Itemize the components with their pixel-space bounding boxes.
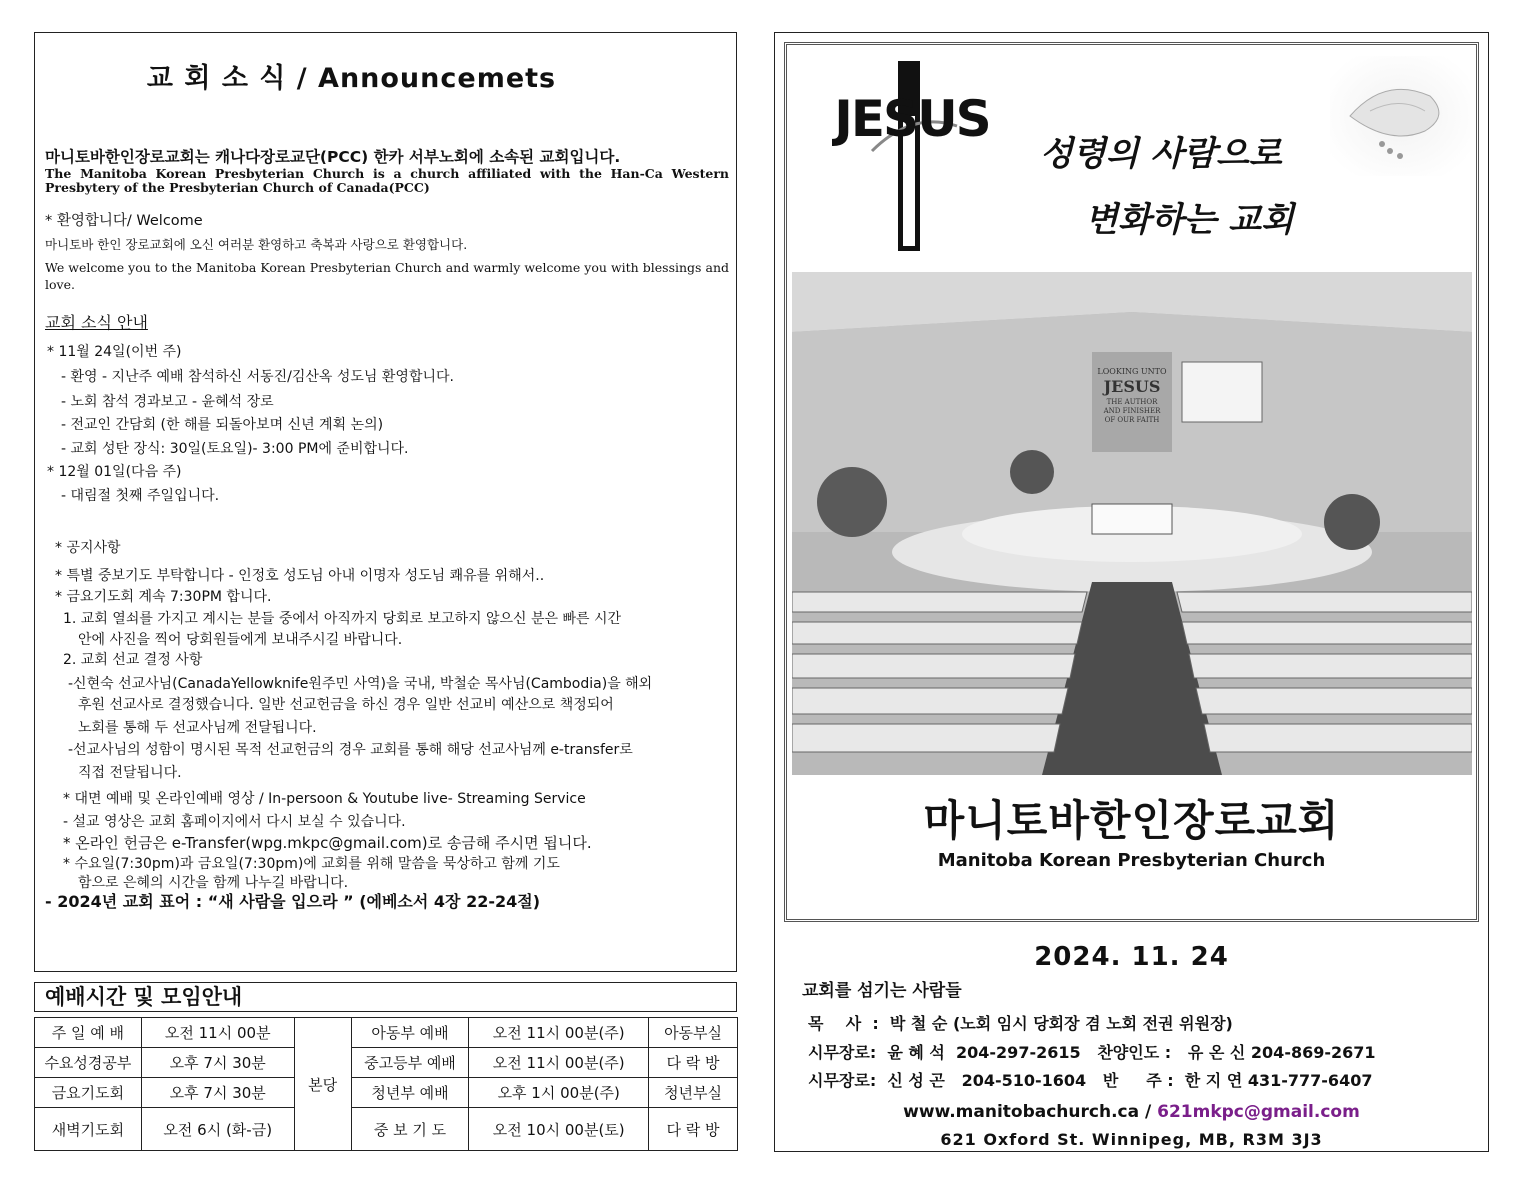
service-time: 오후 7시 30분 bbox=[141, 1048, 294, 1078]
website-link[interactable]: www.manitobachurch.ca bbox=[903, 1102, 1140, 1122]
schedule-table bbox=[34, 1017, 738, 1151]
email-link[interactable]: 621mkpc@gmail.com bbox=[1157, 1102, 1360, 1122]
notice-line: 2. 교회 선교 결정 사항 bbox=[63, 652, 203, 668]
meeting-name: 중 보 기 도 bbox=[351, 1108, 469, 1151]
service-name: 수요성경공부 bbox=[35, 1048, 142, 1078]
meeting-name: 아동부 예배 bbox=[351, 1018, 469, 1048]
praying-hands-image bbox=[1330, 56, 1470, 176]
notice-line: -신현숙 선교사님(CanadaYellowknife원주민 사역)을 국내, 박철순 목사님(Cambodia)을 해외 bbox=[68, 676, 653, 692]
news-line: - 노회 참석 경과보고 - 윤혜석 장로 bbox=[61, 394, 274, 410]
notice-line: * 대면 예배 및 온라인예배 영상 / In-persoon & Youtube live- Streaming Service bbox=[63, 791, 586, 807]
meeting-place: 다 락 방 bbox=[649, 1048, 738, 1078]
venue-main: 본당 bbox=[294, 1018, 351, 1151]
sign-text: LOOKING UNTO bbox=[1097, 367, 1167, 376]
news-line: * 11월 24일(이번 주) bbox=[47, 344, 182, 360]
contact-line bbox=[774, 1102, 1489, 1122]
notice-line: 노회를 통해 두 선교사님께 전달됩니다. bbox=[78, 720, 317, 736]
notice-line: -선교사님의 성함이 명시된 목적 선교헌금의 경우 교회를 통해 해당 선교사님께 e-transfer로 bbox=[68, 742, 633, 758]
welcome-ko: 마니토바 한인 장로교회에 오신 여러분 환영하고 축복과 사랑으로 환영합니다. bbox=[45, 237, 468, 252]
service-time: 오후 7시 30분 bbox=[141, 1078, 294, 1108]
schedule-title: 예배시간 및 모임안내 bbox=[34, 982, 737, 1012]
notice-line: * 공지사항 bbox=[55, 540, 121, 556]
meeting-time: 오전 11시 00분(주) bbox=[469, 1018, 649, 1048]
notice-line: * 수요일(7:30pm)과 금요일(7:30pm)에 교회를 위해 말씀을 묵상하고 함께 기도 bbox=[63, 856, 560, 872]
news-line: - 교회 성탄 장식: 30일(토요일)- 3:00 PM에 준비합니다. bbox=[61, 441, 409, 457]
church-motto: - 2024년 교회 표어 : “새 사람을 입으라 ” (에베소서 4장 22-24절) bbox=[45, 892, 541, 911]
table-row bbox=[35, 1078, 738, 1108]
meeting-time: 오전 10시 00분(토) bbox=[469, 1108, 649, 1151]
service-name: 금요기도회 bbox=[35, 1078, 142, 1108]
table-row bbox=[35, 1018, 738, 1048]
service-time: 오전 6시 (화-금) bbox=[141, 1108, 294, 1151]
news-line: - 전교인 간담회 (한 해를 되돌아보며 신년 계획 논의) bbox=[61, 417, 384, 433]
notice-line: 직접 전달됩니다. bbox=[78, 765, 182, 781]
notice-line: - 설교 영상은 교회 홈페이지에서 다시 보실 수 있습니다. bbox=[63, 814, 406, 830]
sign-text: THE AUTHOR bbox=[1106, 398, 1158, 406]
notice-line: 안에 사진을 찍어 당회원들에게 보내주시길 바랍니다. bbox=[78, 632, 403, 648]
meeting-time: 오후 1시 00분(주) bbox=[469, 1078, 649, 1108]
announcements-title: 교 회 소 식 / Announcemets bbox=[146, 63, 557, 94]
staff-heading: 교회를 섬기는 사람들 bbox=[802, 981, 962, 1001]
meeting-time: 오전 11시 00분(주) bbox=[469, 1048, 649, 1078]
affiliation-ko: 마니토바한인장로교회는 캐나다장로교단(PCC) 한카 서부노회에 소속된 교회입니다. bbox=[45, 148, 621, 166]
logo-text: JESUS bbox=[834, 90, 990, 148]
meeting-place: 아동부실 bbox=[649, 1018, 738, 1048]
sign-text: OF OUR FAITH bbox=[1104, 416, 1160, 424]
news-line: - 환영 - 지난주 예배 참석하신 서동진/김산옥 성도님 환영합니다. bbox=[61, 369, 454, 385]
sign-text: AND FINISHER bbox=[1103, 407, 1161, 415]
meeting-place: 청년부실 bbox=[649, 1078, 738, 1108]
church-interior-photo bbox=[792, 272, 1472, 775]
slogan-line-1: 성령의 사람으로 bbox=[1040, 134, 1282, 174]
meeting-place: 다 락 방 bbox=[649, 1108, 738, 1151]
news-line: * 12월 01일(다음 주) bbox=[47, 464, 182, 480]
jesus-cross-logo bbox=[832, 56, 992, 256]
service-name: 새벽기도회 bbox=[35, 1108, 142, 1151]
separator: / bbox=[1139, 1102, 1158, 1122]
table-row bbox=[35, 1048, 738, 1078]
table-row bbox=[35, 1108, 738, 1151]
service-name: 주 일 예 배 bbox=[35, 1018, 142, 1048]
notice-line: 함으로 은혜의 시간을 함께 나누길 바랍니다. bbox=[78, 875, 349, 891]
news-line: - 대림절 첫째 주일입니다. bbox=[61, 488, 220, 504]
welcome-heading: * 환영합니다/ Welcome bbox=[45, 213, 203, 229]
staff-line: 목 사 : 박 철 순 (노회 임시 당회장 겸 노회 전권 위원장) bbox=[808, 1014, 1233, 1033]
church-address: 621 Oxford St. Winnipeg, MB, R3M 3J3 bbox=[940, 1130, 1323, 1149]
church-name-en: Manitoba Korean Presbyterian Church bbox=[937, 850, 1326, 871]
service-time: 오전 11시 00분 bbox=[141, 1018, 294, 1048]
news-heading: 교회 소식 안내 bbox=[45, 313, 148, 332]
welcome-en: We welcome you to the Manitoba Korean Presbyterian Church and warmly welcome you with blessings and love. bbox=[45, 260, 729, 292]
notice-line: 1. 교회 열쇠를 가지고 계시는 분들 중에서 아직까지 당회로 보고하지 않으신 분은 빠른 시간 bbox=[63, 611, 622, 627]
bulletin-date: 2024. 11. 24 bbox=[1034, 942, 1229, 972]
church-name-ko: 마니토바한인장로교회 bbox=[923, 796, 1340, 845]
notice-line: 후원 선교사로 결정했습니다. 일반 선교헌금을 하신 경우 일반 선교비 예산으로 책정되어 bbox=[78, 697, 614, 713]
notice-line: * 특별 중보기도 부탁합니다 - 인정호 성도님 아내 이명자 성도님 쾌유를 위해서.. bbox=[55, 568, 545, 584]
affiliation-en: The Manitoba Korean Presbyterian Church is a church affiliated with the Han-Ca Western Presbytery of the Presbyterian Church of Canada(PCC) bbox=[45, 166, 729, 195]
notice-line: * 금요기도회 계속 7:30PM 합니다. bbox=[55, 589, 272, 605]
sign-text: JESUS bbox=[1103, 377, 1161, 396]
slogan-line-2: 변화하는 교회 bbox=[1085, 200, 1294, 240]
staff-line: 시무장로: 윤 혜 석 204-297-2615 찬양인도 : 유 온 신 204-869-2671 bbox=[808, 1043, 1376, 1062]
notice-line: * 온라인 헌금은 e-Transfer(wpg.mkpc@gmail.com)로 송금해 주시면 됩니다. bbox=[63, 834, 592, 852]
staff-line: 시무장로: 신 성 곤 204-510-1604 반 주 : 한 지 연 431-777-6407 bbox=[808, 1071, 1373, 1090]
meeting-name: 청년부 예배 bbox=[351, 1078, 469, 1108]
meeting-name: 중고등부 예배 bbox=[351, 1048, 469, 1078]
